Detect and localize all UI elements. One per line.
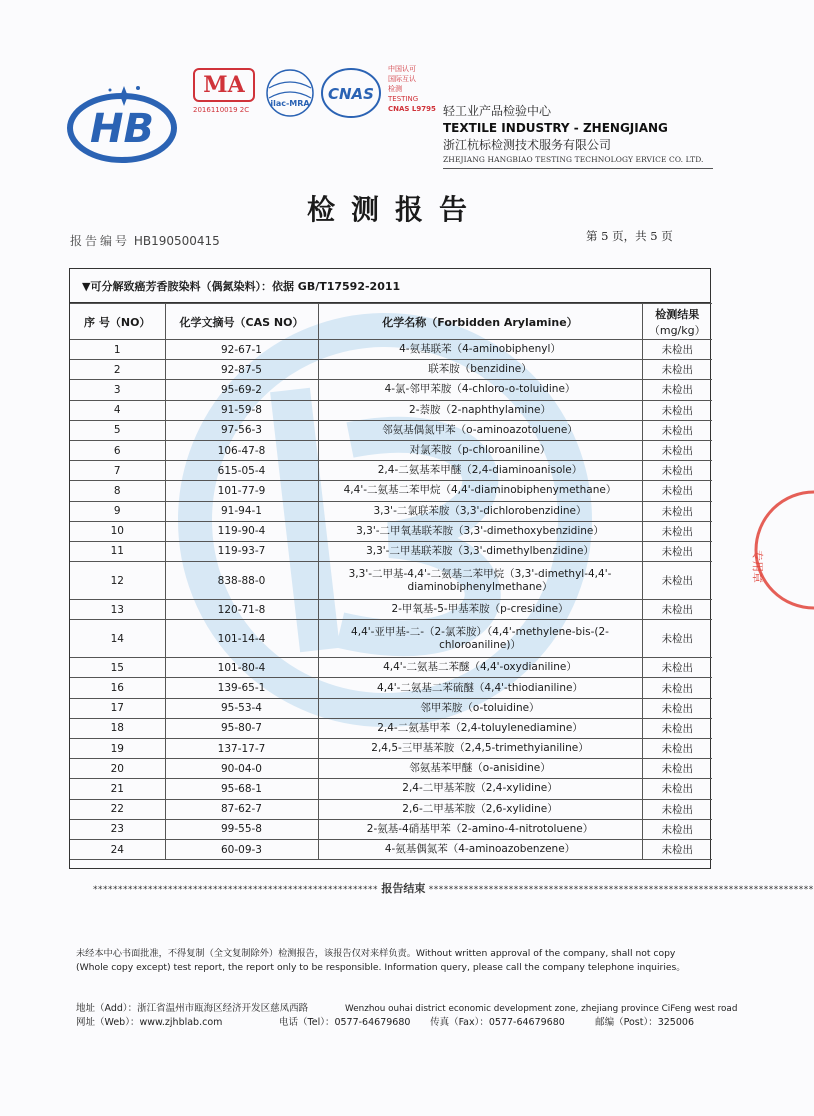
table-body xyxy=(70,340,712,860)
table-row xyxy=(70,562,712,600)
cell-name: 4,4'-二氨基二苯硫醚（4,4'-thiodianiline） xyxy=(318,678,642,698)
cell-cas: 101-14-4 xyxy=(165,620,318,658)
cell-no: 12 xyxy=(70,562,165,600)
cell-cas: 92-87-5 xyxy=(165,360,318,380)
cell-cas: 99-55-8 xyxy=(165,819,318,839)
table-row xyxy=(70,839,712,859)
cell-result: 未检出 xyxy=(642,739,712,759)
cell-result: 未检出 xyxy=(642,759,712,779)
cell-no: 16 xyxy=(70,678,165,698)
cell-name: 邻甲苯胺（o-toluidine） xyxy=(318,698,642,718)
cell-no: 1 xyxy=(70,340,165,360)
cell-name: 4,4'-二氨基二苯醚（4,4'-oxydianiline） xyxy=(318,658,642,678)
cell-result: 未检出 xyxy=(642,380,712,400)
results-table xyxy=(70,303,712,860)
cell-name: 2-萘胺（2-naphthylamine） xyxy=(318,400,642,420)
cell-result: 未检出 xyxy=(642,521,712,541)
page-title: 检测报告 xyxy=(306,193,483,226)
cell-name: 4-氨基联苯（4-aminobiphenyl） xyxy=(318,340,642,360)
cell-name: 3,3'-二甲基联苯胺（3,3'-dimethylbenzidine） xyxy=(318,541,642,561)
cell-cas: 838-88-0 xyxy=(165,562,318,600)
cell-name: 2,4-二氨基甲苯（2,4-toluylenediamine） xyxy=(318,718,642,738)
cell-result: 未检出 xyxy=(642,400,712,420)
cell-cas: 615-05-4 xyxy=(165,461,318,481)
section-title: ▼可分解致癌芳香胺染料（偶氮染料）：依据 GB/T17592-2011 xyxy=(70,269,710,303)
org-name-en: TEXTILE INDUSTRY - ZHENGJIANG xyxy=(443,121,668,135)
cell-result: 未检出 xyxy=(642,562,712,600)
cell-result: 未检出 xyxy=(642,779,712,799)
cell-no: 20 xyxy=(70,759,165,779)
website-link[interactable]: 网址（Web）：www.zjhblab.com xyxy=(76,1017,223,1028)
cnas-certification-text: 中国认可 国际互认 检测 TESTING CNAS L9795 xyxy=(388,65,436,113)
cell-result: 未检出 xyxy=(642,360,712,380)
table-row xyxy=(70,501,712,521)
cell-name: 4-氯-邻甲苯胺（4-chloro-o-toluidine） xyxy=(318,380,642,400)
cell-name: 2,6-二甲基苯胺（2,6-xylidine） xyxy=(318,799,642,819)
company-name-cn: 浙江杭标检测技术服务有限公司 xyxy=(443,138,612,152)
contact-line xyxy=(76,1014,694,1028)
cell-name: 2-甲氧基-5-甲基苯胺（p-cresidine） xyxy=(318,600,642,620)
cell-result: 未检出 xyxy=(642,501,712,521)
cell-name: 2-氨基-4硝基甲苯（2-amino-4-nitrotoluene） xyxy=(318,819,642,839)
cell-no: 3 xyxy=(70,380,165,400)
fax: 传真（Fax）：0577-64679680 xyxy=(430,1017,565,1028)
column-header-result: 检测结果 （mg/kg） xyxy=(642,304,712,340)
table-row xyxy=(70,799,712,819)
cell-name: 联苯胺（benzidine） xyxy=(318,360,642,380)
cell-cas: 139-65-1 xyxy=(165,678,318,698)
cell-result: 未检出 xyxy=(642,600,712,620)
cell-no: 13 xyxy=(70,600,165,620)
cell-cas: 92-67-1 xyxy=(165,340,318,360)
postcode: 邮编（Post）：325006 xyxy=(595,1017,694,1028)
red-seal-stamp xyxy=(742,490,790,610)
cma-number: 2016110019 2C xyxy=(193,106,250,114)
report-number xyxy=(70,232,220,249)
cell-name: 邻氨基偶氮甲苯（o-aminoazotoluene） xyxy=(318,420,642,440)
table-row xyxy=(70,678,712,698)
report-end-text: 报告结束 xyxy=(381,882,426,895)
cell-cas: 95-69-2 xyxy=(165,380,318,400)
cell-name: 4-氨基偶氮苯（4-aminoazobenzene） xyxy=(318,839,642,859)
cell-no: 8 xyxy=(70,481,165,501)
cell-cas: 137-17-7 xyxy=(165,739,318,759)
cell-cas: 87-62-7 xyxy=(165,799,318,819)
cell-cas: 95-68-1 xyxy=(165,779,318,799)
svg-text:HB: HB xyxy=(90,106,154,152)
table-row xyxy=(70,698,712,718)
table-row xyxy=(70,521,712,541)
cell-cas: 91-94-1 xyxy=(165,501,318,521)
cell-no: 19 xyxy=(70,739,165,759)
cell-cas: 91-59-8 xyxy=(165,400,318,420)
table-row xyxy=(70,440,712,460)
cell-name: 2,4,5-三甲基苯胺（2,4,5-trimethyianiline） xyxy=(318,739,642,759)
table-row xyxy=(70,400,712,420)
cell-result: 未检出 xyxy=(642,839,712,859)
cell-result: 未检出 xyxy=(642,420,712,440)
cell-cas: 119-90-4 xyxy=(165,521,318,541)
svg-text:ilac-MRA: ilac-MRA xyxy=(270,99,310,108)
cell-cas: 95-53-4 xyxy=(165,698,318,718)
report-number-label: 报告编号 xyxy=(70,234,131,248)
cell-cas: 101-77-9 xyxy=(165,481,318,501)
cell-name: 4,4'-亚甲基-二-（2-氯苯胺）（4,4'-methylene-bis-(2-chloroaniline)） xyxy=(318,620,642,658)
results-panel xyxy=(69,268,711,869)
cell-result: 未检出 xyxy=(642,698,712,718)
table-row xyxy=(70,779,712,799)
cell-no: 4 xyxy=(70,400,165,420)
table-row xyxy=(70,420,712,440)
cell-no: 17 xyxy=(70,698,165,718)
cell-no: 18 xyxy=(70,718,165,738)
cell-no: 24 xyxy=(70,839,165,859)
table-row xyxy=(70,658,712,678)
cell-name: 3,3'-二甲基-4,4'-二氨基二苯甲烷（3,3'-dimethyl-4,4'-diaminobiphenylmethane） xyxy=(318,562,642,600)
org-name-cn: 轻工业产品检验中心 xyxy=(443,104,552,118)
company-name-en: ZHEJIANG HANGBIAO TESTING TECHNOLOGY ERVICE CO. LTD. xyxy=(443,155,704,164)
cell-result: 未检出 xyxy=(642,340,712,360)
cell-cas: 119-93-7 xyxy=(165,541,318,561)
cell-no: 22 xyxy=(70,799,165,819)
page-indicator: 第 5 页，共 5 页 xyxy=(586,229,673,243)
address-en: Wenzhou ouhai district economic development zone, zhejiang province CiFeng west road xyxy=(345,1004,738,1014)
column-header-name: 化学名称（Forbidden Arylamine） xyxy=(318,304,642,340)
cell-name: 4,4'-二氨基二苯甲烷（4,4'-diaminobiphenymethane） xyxy=(318,481,642,501)
cell-name: 邻氨基苯甲醚（o-anisidine） xyxy=(318,759,642,779)
cell-result: 未检出 xyxy=(642,658,712,678)
table-header-row xyxy=(70,304,712,340)
cell-no: 15 xyxy=(70,658,165,678)
cell-name: 2,4-二氨基苯甲醚（2,4-diaminoanisole） xyxy=(318,461,642,481)
cell-no: 2 xyxy=(70,360,165,380)
address-line xyxy=(76,1000,737,1014)
header-divider xyxy=(443,168,713,169)
cell-result: 未检出 xyxy=(642,620,712,658)
column-header-cas: 化学文摘号（CAS NO） xyxy=(165,304,318,340)
report-number-value: HB190500415 xyxy=(133,234,220,248)
cell-cas: 97-56-3 xyxy=(165,420,318,440)
cell-result: 未检出 xyxy=(642,541,712,561)
table-row xyxy=(70,481,712,501)
organization-block xyxy=(443,102,704,164)
cell-no: 10 xyxy=(70,521,165,541)
cell-cas: 101-80-4 xyxy=(165,658,318,678)
cell-result: 未检出 xyxy=(642,718,712,738)
cell-cas: 95-80-7 xyxy=(165,718,318,738)
cell-no: 23 xyxy=(70,819,165,839)
svg-text:CNAS: CNAS xyxy=(328,85,374,103)
table-row xyxy=(70,541,712,561)
ilac-mra-icon xyxy=(265,68,315,118)
cell-result: 未检出 xyxy=(642,678,712,698)
cell-cas: 60-09-3 xyxy=(165,839,318,859)
cell-no: 5 xyxy=(70,420,165,440)
table-row xyxy=(70,718,712,738)
cell-name: 3,3'-二甲氧基联苯胺（3,3'-dimethoxybenzidine） xyxy=(318,521,642,541)
cell-cas: 90-04-0 xyxy=(165,759,318,779)
cell-cas: 120-71-8 xyxy=(165,600,318,620)
cell-result: 未检出 xyxy=(642,481,712,501)
table-row xyxy=(70,739,712,759)
cell-no: 6 xyxy=(70,440,165,460)
cell-name: 3,3'-二氯联苯胺（3,3'-dichlorobenzidine） xyxy=(318,501,642,521)
cell-result: 未检出 xyxy=(642,461,712,481)
address-cn: 地址（Add）：浙江省温州市瓯海区经济开发区慈凤西路 xyxy=(76,1003,309,1014)
table-row xyxy=(70,819,712,839)
table-row xyxy=(70,620,712,658)
cell-name: 对氯苯胺（p-chloroaniline） xyxy=(318,440,642,460)
disclaimer-text: 未经本中心书面批准，不得复制（全文复制除外）检测报告，该报告仅对来样负责。Without written approval of the company, shall not copy (Whole copy except) test report, the report only to be responsible. Information query, please call the company telephone inquiries。 xyxy=(76,948,686,973)
cnas-icon xyxy=(320,66,382,120)
telephone: 电话（Tel）：0577-64679680 xyxy=(279,1017,411,1028)
table-row xyxy=(70,461,712,481)
column-header-no: 序 号（NO） xyxy=(70,304,165,340)
table-row xyxy=(70,759,712,779)
report-end-line: ********************************************************* 报告结束 ***************************************************************************** xyxy=(93,882,814,895)
cell-result: 未检出 xyxy=(642,440,712,460)
table-row xyxy=(70,340,712,360)
cell-no: 7 xyxy=(70,461,165,481)
cell-no: 21 xyxy=(70,779,165,799)
cell-result: 未检出 xyxy=(642,799,712,819)
hb-logo xyxy=(66,82,178,164)
cma-certification-mark: MA 2016110019 2C xyxy=(193,68,257,126)
cell-no: 9 xyxy=(70,501,165,521)
cell-result: 未检出 xyxy=(642,819,712,839)
cell-cas: 106-47-8 xyxy=(165,440,318,460)
cell-no: 14 xyxy=(70,620,165,658)
table-row xyxy=(70,360,712,380)
table-row xyxy=(70,600,712,620)
table-row xyxy=(70,380,712,400)
svg-text:专用章: 专用章 xyxy=(751,550,764,583)
cell-name: 2,4-二甲基苯胺（2,4-xylidine） xyxy=(318,779,642,799)
cell-no: 11 xyxy=(70,541,165,561)
